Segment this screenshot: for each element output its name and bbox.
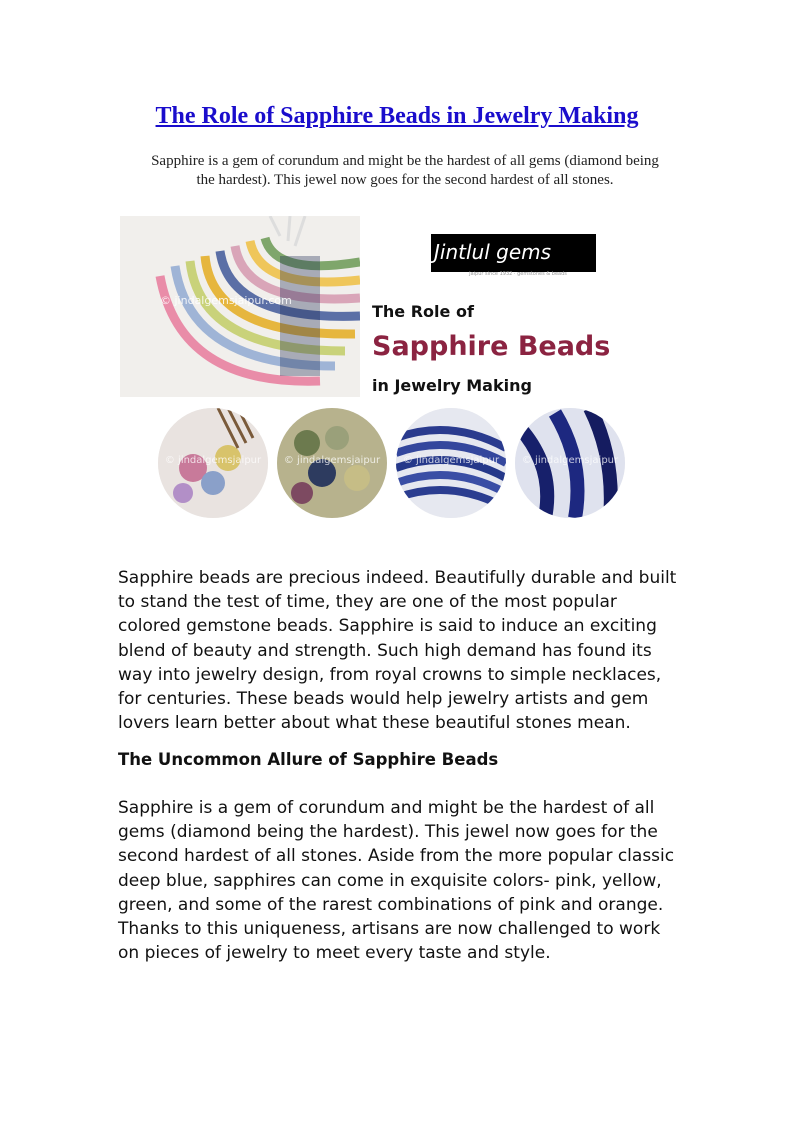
multicolor-sapphire-strands-photo — [120, 216, 360, 397]
circle-photo-blue-sapphire-strands — [396, 408, 506, 518]
document-subtitle: Sapphire is a gem of corundum and might be the hardest of all gems (diamond being the hardest). This jewel now goes for the second hardest of all stones. — [151, 153, 659, 188]
intro-paragraph: Sapphire beads are precious indeed. Beautifully durable and built to stand the test of time, they are one of the most popular colored gemstone beads. Sapphire is said to induce an exciting blend of beauty and strength. Such high demand has found its way into jewelry design, from royal crowns to simple necklaces, for centuries. These beads would help jewelry artists and gem lovers learn better about what these beautiful stones mean. — [118, 568, 677, 734]
circle-watermark: © jindalgemsjaipur — [283, 455, 381, 466]
banner-heading-line3: in Jewelry Making — [372, 376, 532, 395]
circle-watermark: © jindalgemsjaipur — [402, 455, 500, 466]
photo-watermark: © jindalgemsjaipur.com — [160, 294, 292, 307]
circle-photo-dark-blue-sapphire — [515, 408, 625, 518]
circle-photo-pink-sapphire — [158, 408, 268, 518]
banner-heading-line2: Sapphire Beads — [372, 331, 611, 362]
document-title[interactable]: The Role of Sapphire Beads in Jewelry Making — [155, 103, 639, 129]
section-paragraph: Sapphire is a gem of corundum and might be the hardest of all gems (diamond being the hardest). This jewel now goes for the second hardest of all stones. Aside from the more popular classic deep blue, sapphires can come in exquisite colors- pink, yellow, green, and some of the rarest combinations of pink and orange. Thanks to this uniqueness, artisans are now challenged to work on pieces of jewelry to meet every taste and style. — [118, 798, 675, 964]
brand-logo: Jintlul gems — [431, 234, 596, 272]
circle-watermark: © jindalgemsjaipur — [164, 455, 262, 466]
hero-banner-image — [118, 213, 638, 523]
section-heading: The Uncommon Allure of Sapphire Beads — [118, 750, 499, 769]
brand-logo-tagline: Jaipur since 1932 · gemstones & beads — [469, 271, 567, 277]
circle-photo-mixed-sapphire — [277, 408, 387, 518]
banner-heading-line1: The Role of — [372, 302, 474, 321]
circle-watermark: © jindalgemsjaipur — [521, 455, 619, 466]
